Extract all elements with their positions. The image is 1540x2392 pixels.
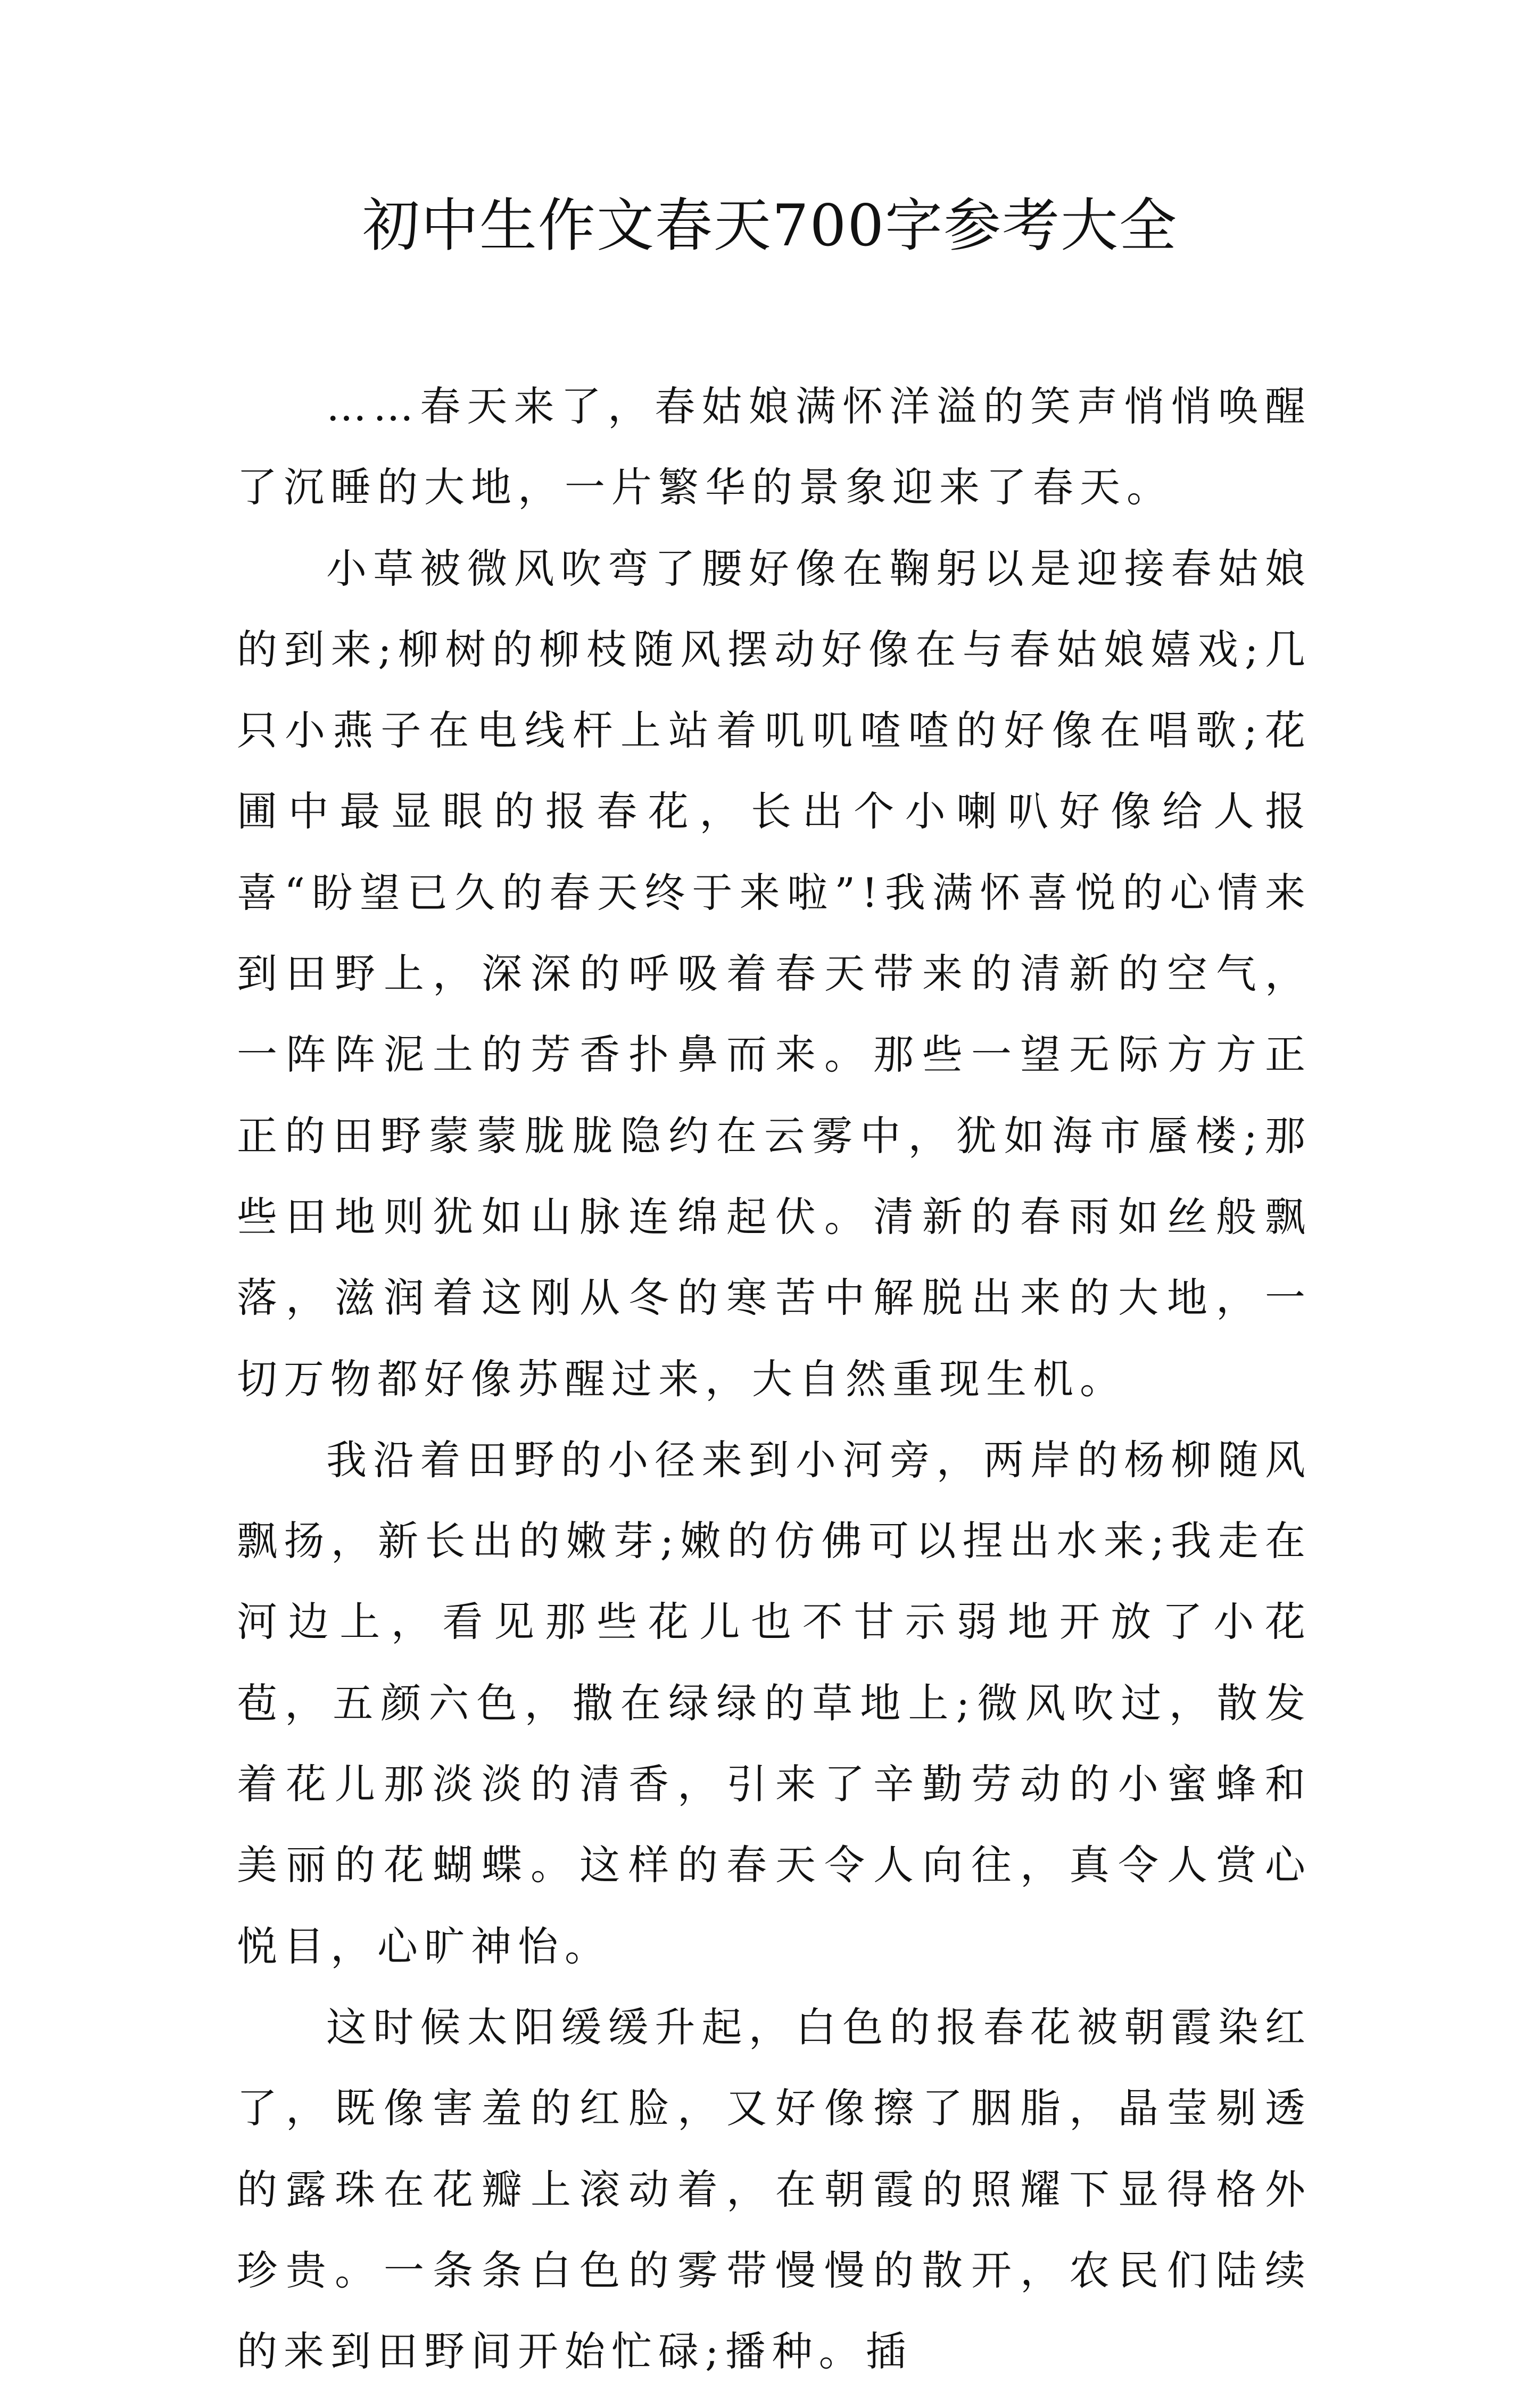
paragraph-2: 小草被微风吹弯了腰好像在鞠躬以是迎接春姑娘的到来;柳树的柳枝随风摆动好像在与春姑娘嬉戏;几只小燕子在电线杆上站着叽叽喳喳的好像在唱歌;花圃中最显眼的报春花，长出个小喇叭好像给人报喜“盼望已久的春天终于来啦”!我满怀喜悦的心情来到田野上，深深的呼吸着春天带来的清新的空气，一阵阵泥土的芳香扑鼻而来。那些一望无际方方正正的田野蒙蒙胧胧隐约在云雾中，犹如海市蜃楼;那些田地则犹如山脉连绵起伏。清新的春雨如丝般飘落，滋润着这刚从冬的寒苦中解脱出来的大地，一切万物都好像苏醒过来，大自然重现生机。 <box>237 544 1312 1403</box>
document-title: 初中生作文春天700字参考大全 <box>362 193 1178 259</box>
paragraph-3: 我沿着田野的小径来到小河旁，两岸的杨柳随风飘扬，新长出的嫩芽;嫩的仿佛可以捏出水来;我走在河边上，看见那些花儿也不甘示弱地开放了小花苞，五颜六色，撒在绿绿的草地上;微风吹过，散发着花儿那淡淡的清香，引来了辛勤劳动的小蜜蜂和美丽的花蝴蝶。这样的春天令人向往，真令人赏心悦目，心旷神怡。 <box>237 1436 1312 1970</box>
paragraph-4: 这时候太阳缓缓升起，白色的报春花被朝霞染红了，既像害羞的红脸，又好像擦了胭脂，晶莹剔透的露珠在花瓣上滚动着，在朝霞的照耀下显得格外珍贵。一条条白色的雾带慢慢的散开，农民们陆续的来到田野间开始忙碌;播种。插 <box>237 2003 1312 2376</box>
paragraph-1: ……春天来了，春姑娘满怀洋溢的笑声悄悄唤醒了沉睡的大地，一片繁华的景象迎来了春天。 <box>237 383 1312 511</box>
document-body <box>237 366 1312 2392</box>
